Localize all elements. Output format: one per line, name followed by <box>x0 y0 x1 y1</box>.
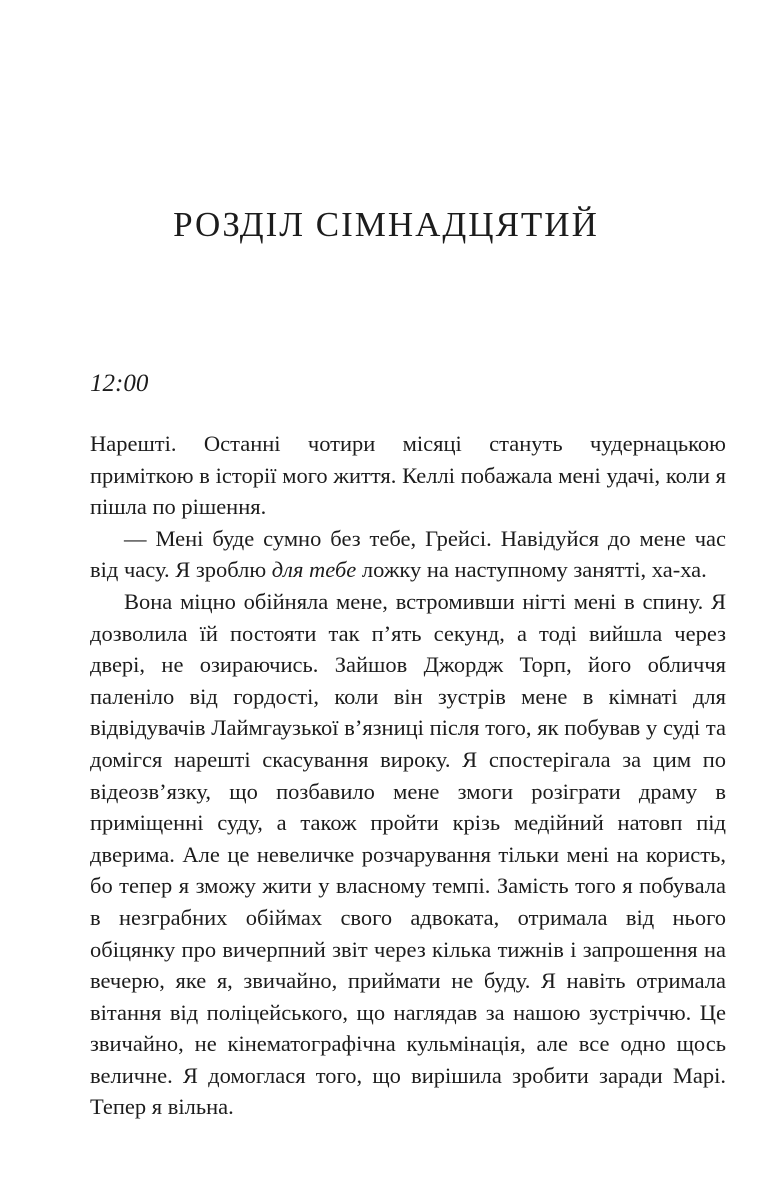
dialogue-emphasis: для тебе <box>271 557 357 583</box>
time-heading: 12:00 <box>90 370 149 397</box>
dialogue-text-end: ложку на наступному занятті, ха-ха. <box>356 557 707 583</box>
chapter-title: РОЗДІЛ СІМНАДЦЯТИЙ <box>173 205 599 244</box>
paragraph-opening: Нарешті. Останні чотири місяці стануть чудернацькою приміткою в історії мого життя. Келлі побажала мені удачі, коли я пішла по рішення. <box>90 431 726 520</box>
paragraph-narrative: Вона міцно обійняла мене, встромивши нігті мені в спину. Я дозволила їй постояти так п’ять секунд, а тоді вийшла через двері, не озираючись. Зайшов Джордж Торп, його обличчя паленіло від гордості, коли він зустрів мене в кімнаті для відвідувачів Лаймгаузької в’язниці після того, як побував у суді та домігся нарешті скасування вироку. Я спостерігала за цим по відеозв’язку, що позбавило мене змоги розіграти драму в приміщенні суду, а також пройти крізь медійний натовп під дверима. Але це невеличке розчарування тільки мені на користь, бо тепер я зможу жити у власному темпі. Замість того я побувала в незграбних обіймах свого адвоката, отримала від нього обіцянку про вичерпний звіт через кілька тижнів і запрошення на вечерю, яке я, звичайно, приймати не буду. Я навіть отримала вітання від поліцейського, що наглядав за нашою зустріччю. Це звичайно, не кінематографічна кульмінація, але все одно щось величне. Я домоглася того, що вирішила зробити заради Марі. Тепер я вільна. <box>90 588 726 1120</box>
paragraph-dialogue <box>90 523 726 586</box>
chapter-body <box>90 428 726 1123</box>
dialogue-text-start: — Мені буде сумно без тебе, Грейсі. Навідуйся до мене час від часу. Я зроблю <box>90 525 726 583</box>
